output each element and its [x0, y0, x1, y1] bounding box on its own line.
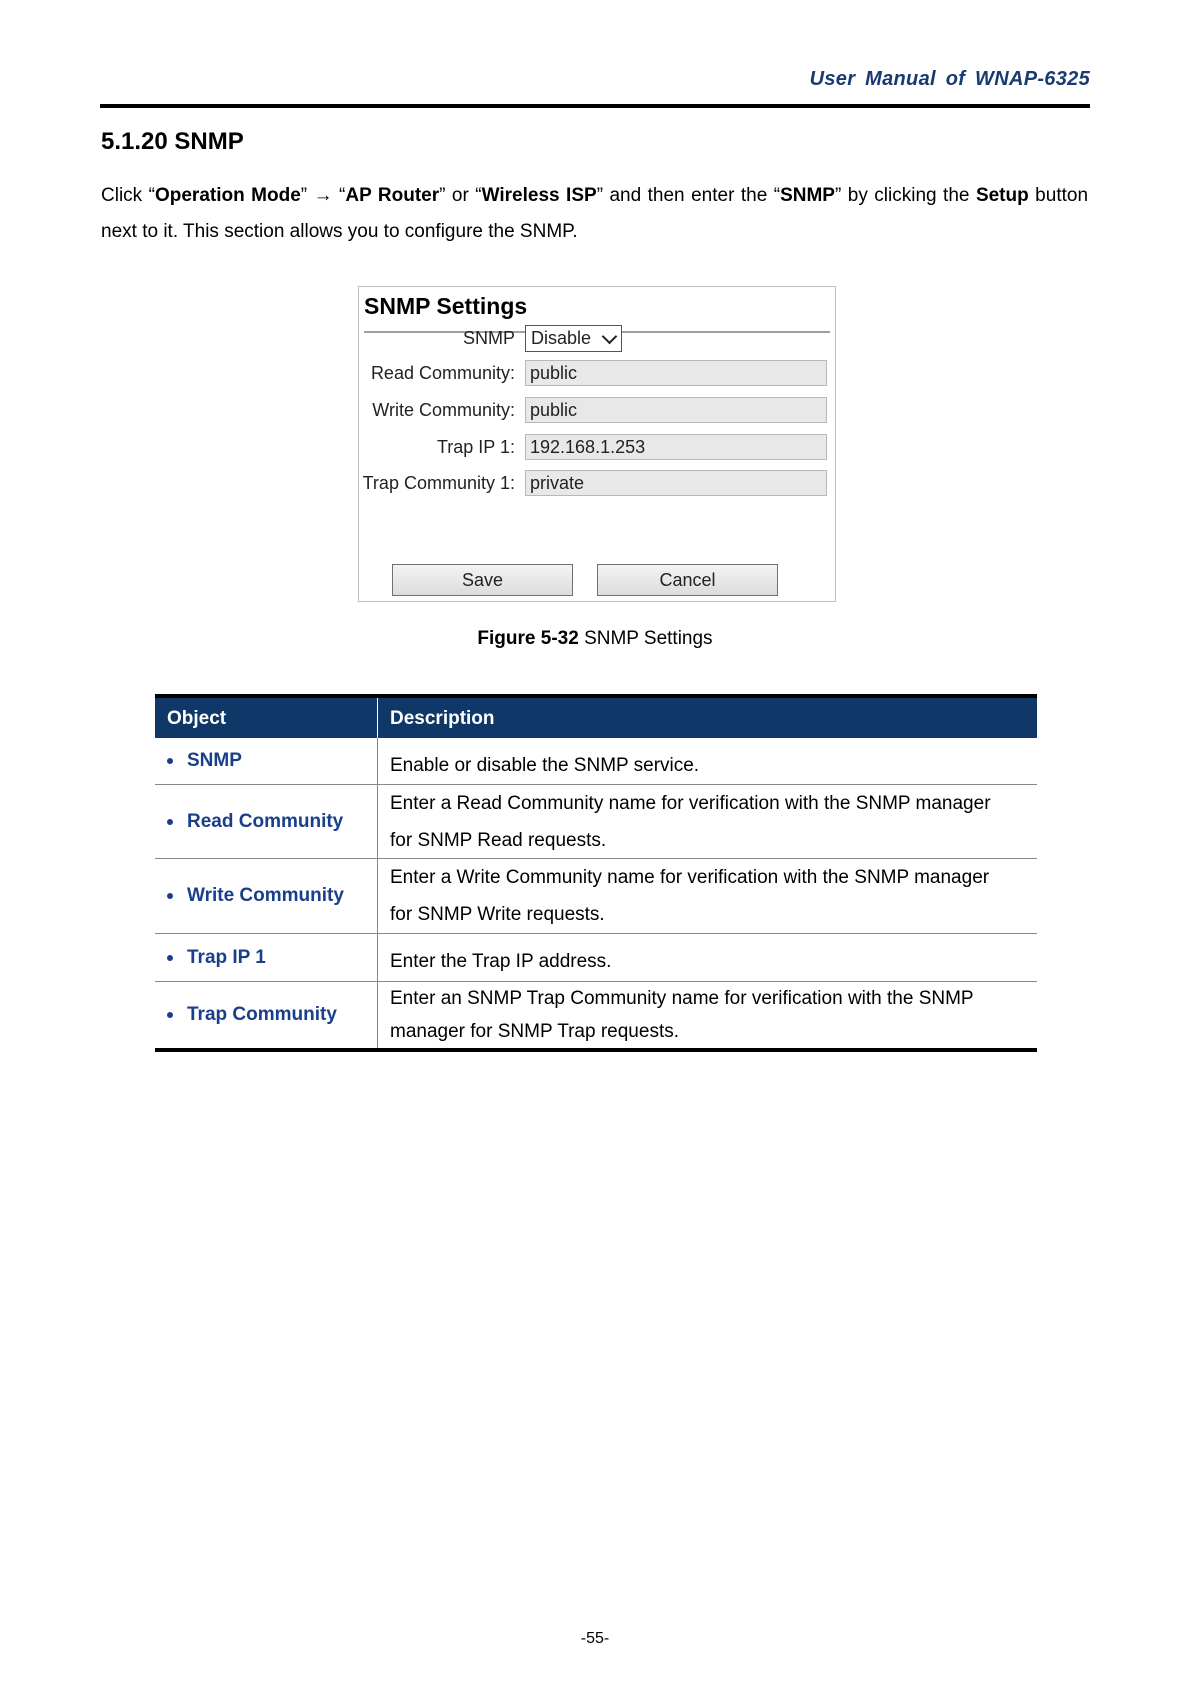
table-row — [155, 934, 1037, 982]
object-description-table — [155, 694, 1037, 1052]
chevron-down-icon — [602, 329, 618, 345]
manual-header: User Manual of WNAP-6325 — [809, 68, 1090, 90]
description-line: for SNMP Write requests. — [390, 904, 605, 925]
write-community-input[interactable]: public — [525, 397, 827, 423]
intro-bold-setup: Setup — [975, 185, 1029, 206]
panel-title-text: SNMP Settings — [364, 293, 528, 319]
bullet-icon — [167, 893, 173, 899]
row-object — [155, 859, 378, 933]
trap-community-row — [359, 470, 835, 498]
snmp-label: SNMP — [462, 328, 515, 348]
snmp-settings-panel — [358, 286, 836, 602]
snmp-select-value: Disable — [531, 328, 592, 348]
row-description — [378, 859, 1037, 933]
table-header — [155, 698, 1037, 738]
trap-community-input[interactable]: private — [525, 470, 827, 496]
object-name: Read Community — [187, 810, 344, 832]
bullet-icon — [167, 819, 173, 825]
header-rule — [100, 104, 1090, 108]
object-name: Trap IP 1 — [187, 946, 266, 968]
cancel-button[interactable]: Cancel — [597, 564, 778, 596]
bullet-icon — [167, 1012, 173, 1018]
read-community-row — [359, 360, 835, 388]
row-object — [155, 982, 378, 1048]
write-community-label: Write Community: — [372, 400, 515, 420]
intro-bold-ap-router: AP Router — [345, 185, 440, 206]
description-line: manager for SNMP Trap requests. — [390, 1021, 679, 1042]
trap-community-label: Trap Community 1: — [362, 473, 515, 493]
header-object: Object — [155, 698, 378, 738]
bullet-icon — [167, 955, 173, 961]
intro-text: ” and then enter the “ — [596, 185, 781, 206]
intro-text: ” by clicking the — [834, 185, 976, 206]
row-object — [155, 934, 378, 981]
intro-paragraph — [101, 178, 1088, 250]
intro-bold-snmp: SNMP — [780, 185, 835, 206]
description-line: Enable or disable the SNMP service. — [390, 755, 700, 776]
intro-text: Click “ — [101, 185, 155, 206]
row-description — [378, 785, 1037, 858]
table-row — [155, 982, 1037, 1048]
figure-caption — [0, 628, 1190, 650]
table-bottom-rule — [155, 1048, 1037, 1052]
header-description: Description — [390, 708, 495, 729]
intro-text: ” or “ — [439, 185, 482, 206]
intro-text: button next to it. This section allows you to configure the SNMP. — [101, 185, 1089, 242]
figure-number: Figure 5-32 — [477, 628, 579, 649]
snmp-row — [359, 325, 835, 353]
description-line: Enter the Trap IP address. — [390, 951, 612, 972]
row-object — [155, 785, 378, 858]
trap-ip-input[interactable]: 192.168.1.253 — [525, 434, 827, 460]
write-community-row — [359, 397, 835, 425]
object-name: Trap Community — [187, 1004, 337, 1025]
description-line: for SNMP Read requests. — [390, 830, 607, 851]
snmp-select[interactable] — [525, 325, 622, 352]
object-name: Write Community — [187, 885, 344, 906]
intro-bold-wireless-isp: Wireless ISP — [481, 185, 597, 206]
save-button[interactable]: Save — [392, 564, 573, 596]
table-row — [155, 785, 1037, 859]
figure-caption-text: SNMP Settings — [578, 628, 713, 649]
row-description — [378, 982, 1037, 1048]
row-description — [378, 738, 1037, 784]
description-line: Enter a Write Community name for verification with the SNMP manager — [390, 867, 990, 888]
bullet-icon — [167, 758, 173, 764]
object-name: SNMP — [187, 750, 242, 771]
trap-ip-label: Trap IP 1: — [436, 437, 515, 457]
section-title: 5.1.20 SNMP — [101, 128, 244, 155]
row-description — [378, 934, 1037, 981]
intro-bold-operation-mode: Operation Mode — [154, 185, 301, 206]
read-community-input[interactable]: public — [525, 360, 827, 386]
intro-text: ” → “ — [300, 185, 346, 206]
description-line: Enter a Read Community name for verification with the SNMP manager — [390, 793, 991, 814]
page-number: -55- — [580, 1630, 610, 1647]
table-row — [155, 738, 1037, 785]
trap-ip-row — [359, 434, 835, 462]
table-row — [155, 859, 1037, 934]
row-object — [155, 738, 378, 784]
description-line: Enter an SNMP Trap Community name for verification with the SNMP — [390, 988, 974, 1009]
read-community-label: Read Community: — [370, 363, 515, 383]
